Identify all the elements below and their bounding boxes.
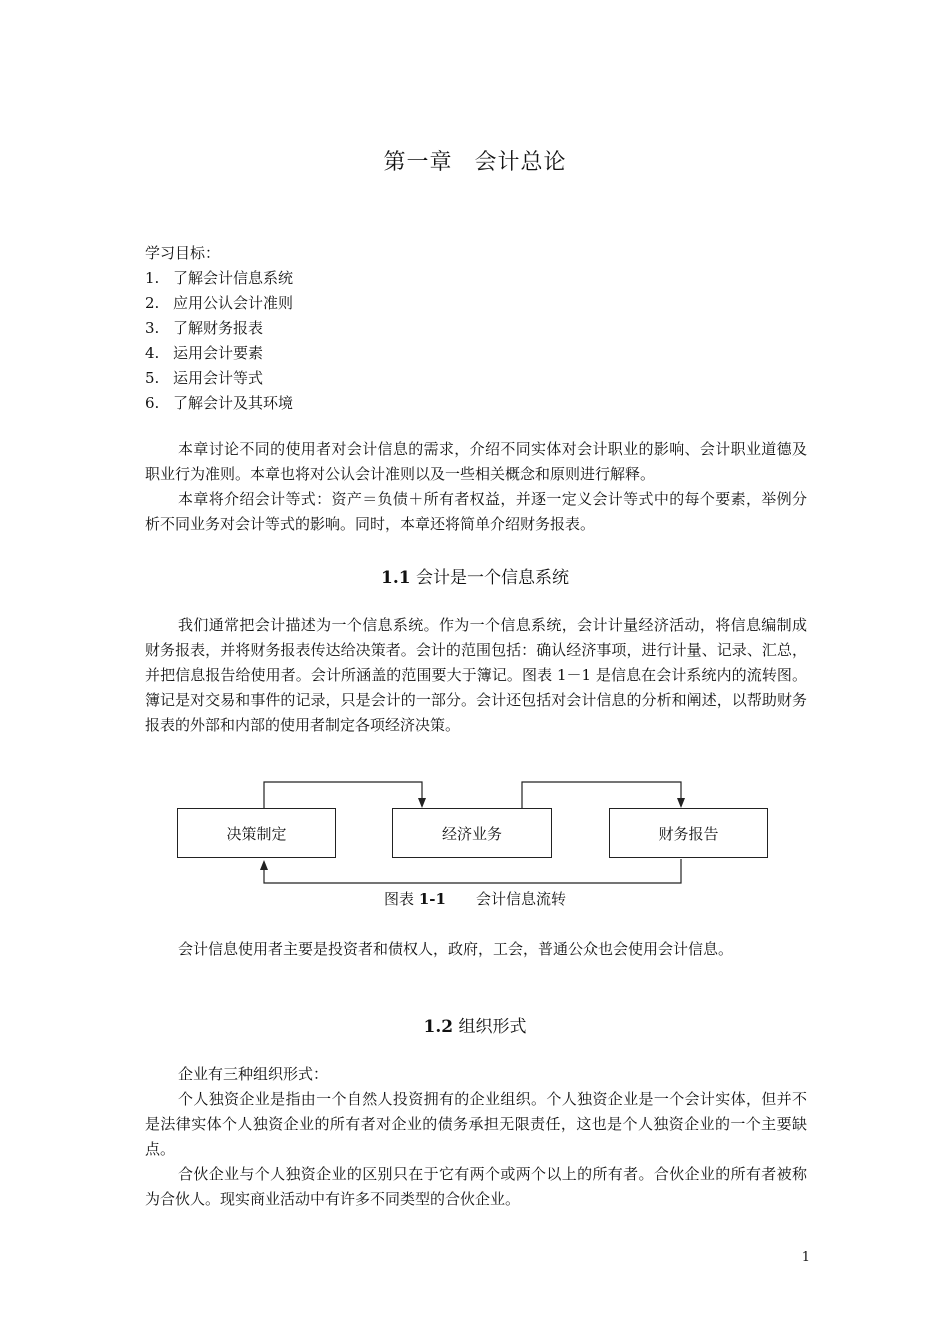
section-1-2-body	[145, 1062, 807, 1212]
economic-business-box: 经济业务	[392, 808, 552, 858]
section-number: 1.2	[423, 1017, 454, 1037]
objective-item: 2. 应用公认会计准则	[145, 294, 294, 312]
sole-proprietorship-paragraph: 个人独资企业是指由一个自然人投资拥有的企业组织。个人独资企业是一个会计实体，但并不是法律实体个人独资企业的所有者对企业的债务承担无限责任，这也是个人独资企业的一个主要缺点。	[145, 1090, 807, 1158]
objective-item: 4. 运用会计要素	[145, 344, 264, 362]
section-1-1-body	[145, 613, 807, 738]
decision-making-box: 决策制定	[177, 808, 336, 858]
objective-item: 5. 运用会计等式	[145, 369, 264, 387]
caption-text: 会计信息流转	[475, 890, 566, 908]
objective-item: 3. 了解财务报表	[145, 319, 264, 337]
flow-arrow-decision-to-business	[264, 782, 422, 808]
org-forms-intro: 企业有三种组织形式：	[178, 1065, 329, 1083]
arrowhead	[418, 798, 426, 808]
intro-paragraphs	[145, 437, 807, 537]
section-heading: 组织形式	[458, 1017, 527, 1037]
arrowhead	[260, 860, 268, 870]
section-1-2-title	[0, 1012, 950, 1037]
section-number: 1.1	[381, 568, 411, 588]
chapter-name: 会计总论	[474, 150, 567, 175]
financial-report-box: 财务报告	[609, 808, 768, 858]
intro-paragraph-1: 本章讨论不同的使用者对会计信息的需求，介绍不同实体对会计职业的影响、会计职业道德及职业行为准则。本章也将对公认会计准则以及一些相关概念和原则进行解释。	[145, 440, 807, 483]
flow-arrow-report-to-decision	[264, 859, 681, 883]
chapter-title	[0, 145, 950, 176]
intro-paragraph-2: 本章将介绍会计等式：资产＝负债＋所有者权益，并逐一定义会计等式中的每个要素，举例分析不同业务对会计等式的影响。同时，本章还将简单介绍财务报表。	[145, 490, 807, 533]
figure-caption	[0, 888, 950, 909]
section-1-1-paragraph: 我们通常把会计描述为一个信息系统。作为一个信息系统，会计计量经济活动，将信息编制成财务报表，并将财务报表传达给决策者。会计的范围包括：确认经济事项，进行计量、记录、汇总，并把信息报告给使用者。会计所涵盖的范围要大于簿记。图表 1－1 是信息在会计系统内的流转图。簿记是对交易和事件的记录，只是会计的一部分。会计还包括对会计信息的分析和阐述，以帮助财务报表的外部和内部的使用者制定各项经济决策。	[145, 616, 807, 734]
flow-arrow-business-to-report	[522, 782, 681, 808]
objective-item: 6. 了解会计及其环境	[145, 394, 294, 412]
learning-objectives	[145, 241, 805, 416]
partnership-paragraph: 合伙企业与个人独资企业的区别只在于它有两个或两个以上的所有者。合伙企业的所有者被称为合伙人。现实商业活动中有许多不同类型的合伙企业。	[145, 1165, 807, 1208]
info-users-paragraph-block	[145, 937, 807, 962]
caption-number: 1-1	[418, 890, 446, 908]
info-users-paragraph: 会计信息使用者主要是投资者和债权人，政府，工会，普通公众也会使用会计信息。	[178, 940, 734, 958]
section-heading: 会计是一个信息系统	[415, 568, 569, 588]
arrowhead	[677, 798, 685, 808]
objectives-heading: 学习目标：	[145, 244, 221, 262]
section-1-1-title	[0, 563, 950, 588]
caption-prefix: 图表	[384, 890, 415, 908]
page-number: 1	[801, 1250, 810, 1265]
chapter-number: 第一章	[383, 150, 453, 175]
objective-item: 1. 了解会计信息系统	[145, 269, 294, 287]
